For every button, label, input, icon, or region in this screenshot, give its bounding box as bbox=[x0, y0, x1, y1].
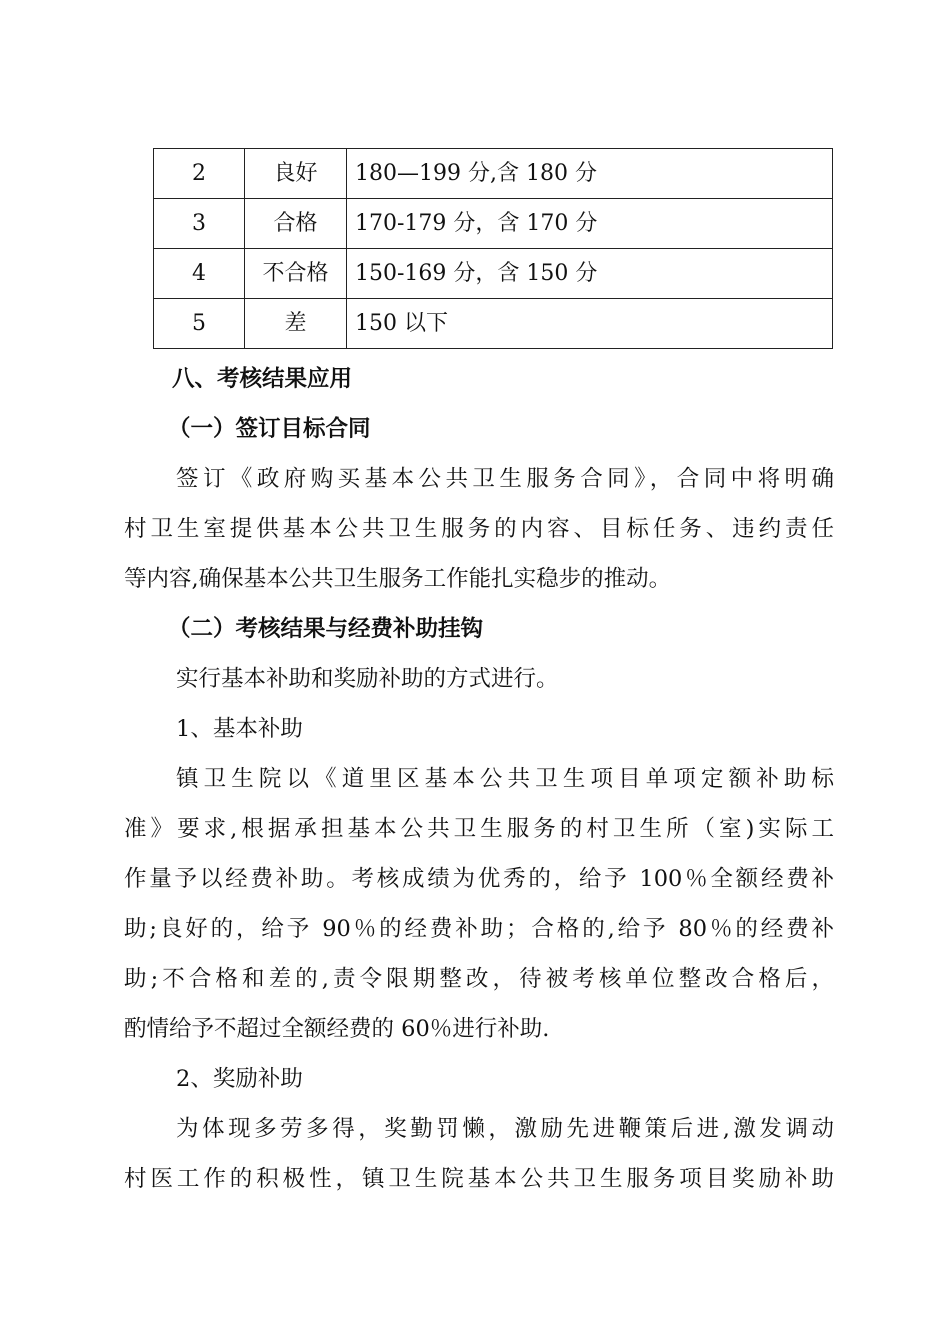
subsection-heading: （一）签订目标合同 bbox=[168, 416, 371, 442]
item-heading: 2、奖励补助 bbox=[176, 1066, 303, 1092]
table-row bbox=[154, 249, 833, 299]
grade-table bbox=[153, 148, 833, 349]
paragraph-line: 为体现多劳多得，奖勤罚懒，激励先进鞭策后进,激发调动 bbox=[176, 1116, 834, 1142]
paragraph-line: 镇卫生院以《道里区基本公共卫生项目单项定额补助标 bbox=[176, 766, 834, 792]
grade-level-cell: 差 bbox=[245, 299, 347, 349]
paragraph-line: 等内容,确保基本公共卫生服务工作能扎实稳步的推动。 bbox=[124, 566, 672, 592]
table-row bbox=[154, 199, 833, 249]
table-row bbox=[154, 299, 833, 349]
grade-level-cell: 良好 bbox=[245, 149, 347, 199]
paragraph-line: 实行基本补助和奖励补助的方式进行。 bbox=[176, 666, 559, 692]
paragraph-line: 助;良好的，给予 90％的经费补助；合格的,给予 80％的经费补 bbox=[124, 916, 834, 942]
grade-level-cell: 合格 bbox=[245, 199, 347, 249]
score-range-cell: 150-169 分，含 150 分 bbox=[347, 249, 833, 299]
subsection-heading: （二）考核结果与经费补助挂钩 bbox=[168, 616, 484, 642]
grade-number-cell: 5 bbox=[154, 299, 245, 349]
grade-level-cell: 不合格 bbox=[245, 249, 347, 299]
paragraph-line: 作量予以经费补助。考核成绩为优秀的，给予 100％全额经费补 bbox=[124, 866, 834, 892]
paragraph-line: 酌情给予不超过全额经费的 60％进行补助. bbox=[124, 1016, 550, 1042]
section-heading: 八、考核结果应用 bbox=[172, 366, 353, 392]
score-range-cell: 170-179 分，含 170 分 bbox=[347, 199, 833, 249]
score-range-cell: 180—199 分,含 180 分 bbox=[347, 149, 833, 199]
paragraph-line: 准》要求,根据承担基本公共卫生服务的村卫生所（室)实际工 bbox=[124, 816, 834, 842]
document-body bbox=[124, 354, 834, 1204]
score-range-cell: 150 以下 bbox=[347, 299, 833, 349]
paragraph-line: 村医工作的积极性，镇卫生院基本公共卫生服务项目奖励补助 bbox=[124, 1166, 834, 1192]
grade-number-cell: 2 bbox=[154, 149, 245, 199]
paragraph-line: 村卫生室提供基本公共卫生服务的内容、目标任务、违约责任 bbox=[124, 516, 834, 542]
paragraph-line: 签订《政府购买基本公共卫生服务合同》，合同中将明确 bbox=[176, 466, 834, 492]
paragraph-line: 助;不合格和差的,责令限期整改，待被考核单位整改合格后， bbox=[124, 966, 834, 992]
grade-number-cell: 3 bbox=[154, 199, 245, 249]
grade-number-cell: 4 bbox=[154, 249, 245, 299]
item-heading: 1、基本补助 bbox=[176, 716, 303, 742]
table-row bbox=[154, 149, 833, 199]
